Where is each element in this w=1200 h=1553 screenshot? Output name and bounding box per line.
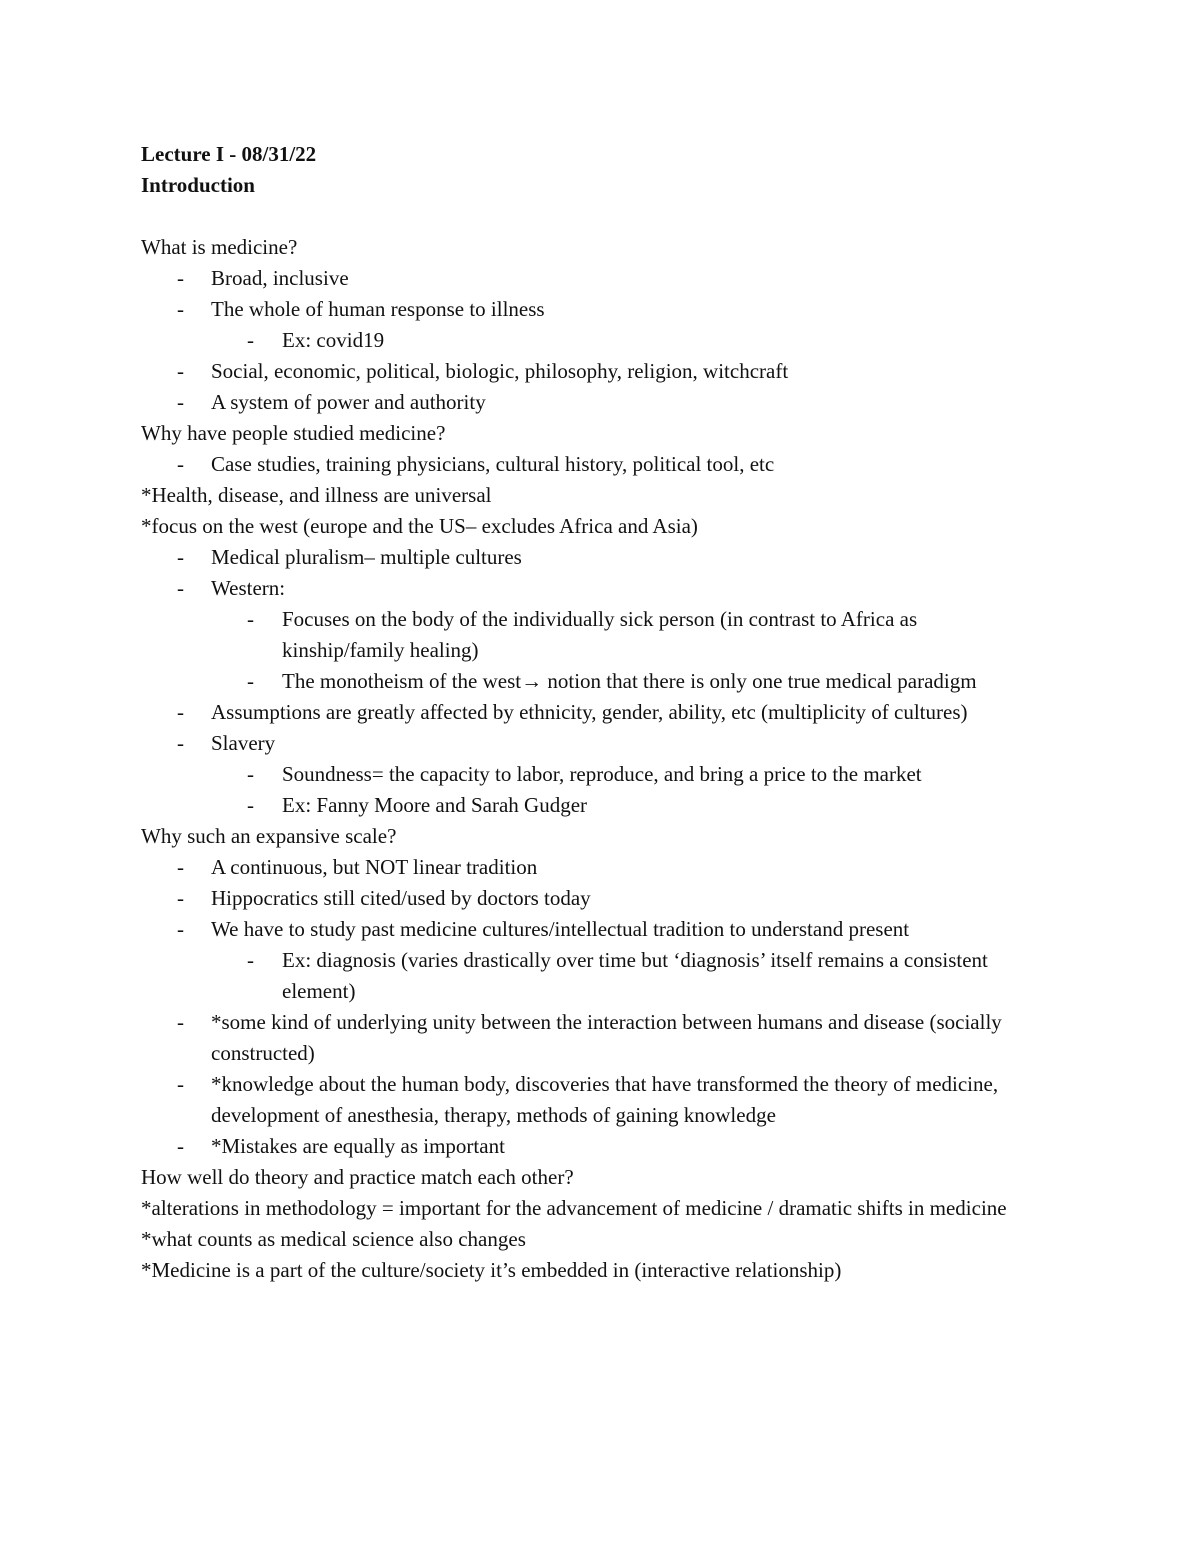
bullet-text: Hippocratics still cited/used by doctors today [211, 886, 591, 910]
sub-bullet-item [141, 666, 1041, 697]
bullet-dash: - [177, 266, 184, 290]
bullet-dash: - [177, 576, 184, 600]
lecture-subtitle: Introduction [141, 173, 255, 197]
bullet-text: Focuses on the body of the individually sick person (in contrast to Africa as kinship/family healing) [282, 607, 918, 662]
bullet-text: *knowledge about the human body, discoveries that have transformed the theory of medicine, development of anesthesia, therapy, methods of gaining knowledge [211, 1072, 999, 1127]
bullet-dash: - [177, 452, 184, 476]
bullet-dash: - [177, 390, 184, 414]
bullet-item [141, 914, 1041, 945]
bullet-text: A continuous, but NOT linear tradition [211, 855, 538, 879]
question-heading: Why have people studied medicine? [141, 421, 446, 445]
bullet-dash: - [247, 948, 254, 972]
bullet-item [141, 542, 1041, 573]
bullet-text: Soundness= the capacity to labor, reproduce, and bring a price to the market [282, 762, 922, 786]
bullet-dash: - [247, 669, 254, 693]
note-line: *focus on the west (europe and the US– excludes Africa and Asia) [141, 514, 698, 538]
bullet-text: Ex: diagnosis (varies drastically over time but ‘diagnosis’ itself remains a consistent element) [282, 948, 988, 1003]
bullet-item [141, 852, 1041, 883]
bullet-text: *some kind of underlying unity between the interaction between humans and disease (socially constructed) [211, 1010, 1002, 1065]
bullet-text: *Mistakes are equally as important [211, 1134, 505, 1158]
bullet-dash: - [177, 731, 184, 755]
note-line: *alterations in methodology = important for the advancement of medicine / dramatic shifts in medicine [141, 1196, 1007, 1220]
question-heading: What is medicine? [141, 235, 298, 259]
bullet-text: The whole of human response to illness [211, 297, 545, 321]
bullet-text: Medical pluralism– multiple cultures [211, 545, 522, 569]
bullet-dash: - [177, 855, 184, 879]
sub-bullet-item [141, 790, 1041, 821]
bullet-dash: - [177, 297, 184, 321]
bullet-text: Slavery [211, 731, 276, 755]
bullet-dash: - [177, 917, 184, 941]
bullet-item [141, 1069, 1041, 1131]
note-line: *Medicine is a part of the culture/society it’s embedded in (interactive relationship) [141, 1258, 842, 1282]
bullet-item [141, 883, 1041, 914]
bullet-dash: - [177, 700, 184, 724]
bullet-item [141, 294, 1041, 325]
sub-bullet-item [141, 325, 1041, 356]
bullet-dash: - [177, 1134, 184, 1158]
bullet-dash: - [177, 1010, 184, 1034]
bullet-text: The monotheism of the west→ notion that there is only one true medical paradigm [282, 669, 977, 693]
sub-bullet-item [141, 604, 1041, 666]
bullet-dash: - [177, 886, 184, 910]
lecture-title: Lecture I - 08/31/22 [141, 142, 317, 166]
note-line: *what counts as medical science also changes [141, 1227, 526, 1251]
bullet-dash: - [177, 1072, 184, 1096]
sub-bullet-item [141, 759, 1041, 790]
question-heading: Why such an expansive scale? [141, 824, 397, 848]
bullet-dash: - [177, 359, 184, 383]
bullet-item [141, 1007, 1041, 1069]
bullet-item [141, 449, 1041, 480]
sub-bullet-item [141, 945, 1041, 1007]
bullet-text: A system of power and authority [211, 390, 486, 414]
bullet-text: We have to study past medicine cultures/intellectual tradition to understand present [211, 917, 910, 941]
bullet-text: Assumptions are greatly affected by ethnicity, gender, ability, etc (multiplicity of cultures) [211, 700, 968, 724]
bullet-text: Ex: Fanny Moore and Sarah Gudger [282, 793, 588, 817]
bullet-item [141, 573, 1041, 604]
bullet-text: Western: [211, 576, 286, 600]
bullet-dash: - [177, 545, 184, 569]
lecture-notes [141, 139, 1041, 1286]
bullet-text: Ex: covid19 [282, 328, 385, 352]
bullet-text: Social, economic, political, biologic, philosophy, religion, witchcraft [211, 359, 789, 383]
bullet-item [141, 1131, 1041, 1162]
bullet-item [141, 356, 1041, 387]
bullet-item [141, 263, 1041, 294]
bullet-text: Broad, inclusive [211, 266, 349, 290]
bullet-item [141, 697, 1041, 728]
bullet-dash: - [247, 762, 254, 786]
bullet-dash: - [247, 793, 254, 817]
note-line: *Health, disease, and illness are universal [141, 483, 492, 507]
bullet-text: Case studies, training physicians, cultural history, political tool, etc [211, 452, 775, 476]
bullet-item [141, 728, 1041, 759]
question-heading: How well do theory and practice match each other? [141, 1165, 574, 1189]
bullet-item [141, 387, 1041, 418]
bullet-dash: - [247, 607, 254, 631]
blank-line [141, 201, 1041, 232]
bullet-dash: - [247, 328, 254, 352]
